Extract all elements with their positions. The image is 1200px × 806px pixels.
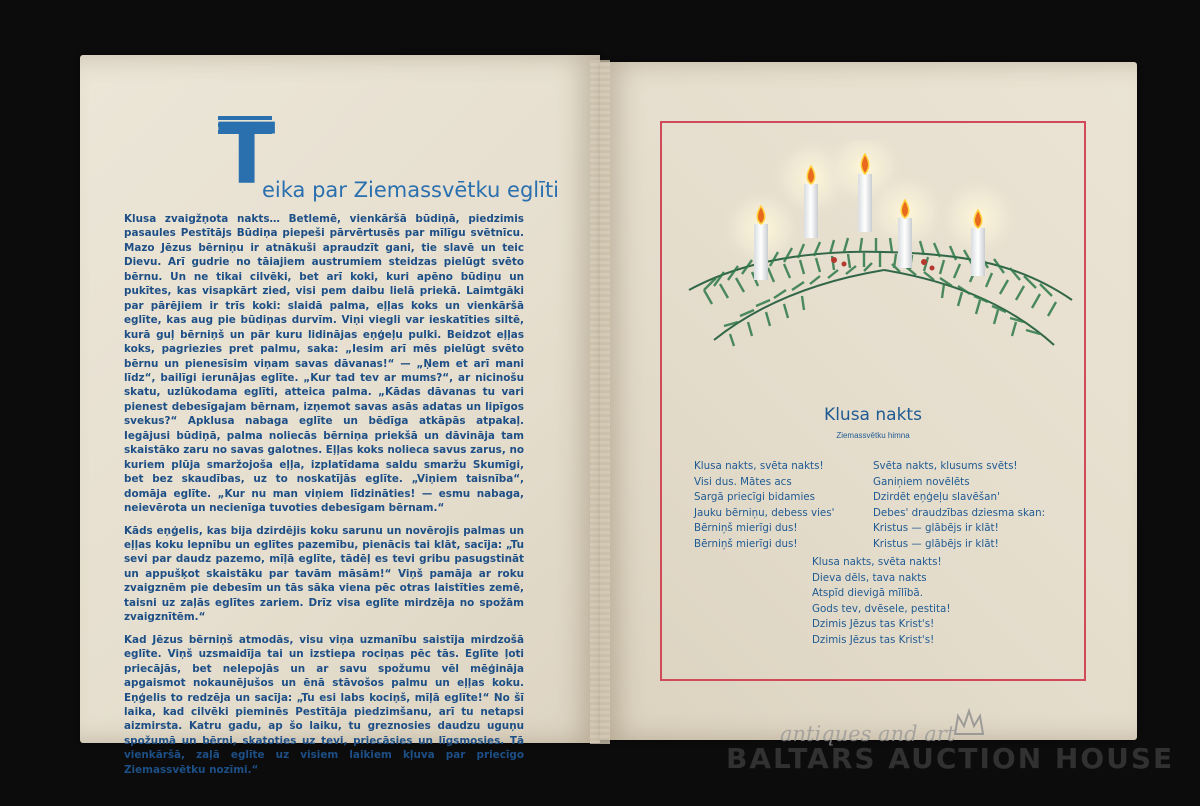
verse-line: Svēta nakts, klusums svēts! — [873, 460, 1018, 472]
verse-line: Bērniņš mierīgi dus! — [694, 522, 798, 534]
verse-line: Jauku bērniņu, debess vies' — [694, 506, 835, 519]
verse-line: Kristus — glābējs ir klāt! — [873, 522, 999, 534]
book-spine — [590, 60, 610, 744]
story-paragraph-1: Klusa zvaigžņota nakts… Betlemē, vienkāršā būdiņā, piedzimis pasaules Pestītājs Būdiņa piepeši pārvērtusēs par mīlīgu svētnīcu. Mazo Jēzus bērniņu ir atnākuši apraudzīt gani, tie slavē un teic Dievu. Arī gudrie no tāiajiem austrumiem steidzas pielūgt svēto bērnu. Un ne tikai cilvēki, bet arī koki, kuri apēno būdiņu un pukītes, kas visapkārt zied, visi pem daibu lielā priekā. Laimtgāki par pārējiem ir trīs koki: slaidā palma, eļļas koks un vienkāršā eglīte, kas aug pie būdiņas durvīm. Viņi viegli var ieskatīties siltē, kurā guļ bērniņš un pār kuru lidinājas eņģeļu pulki. Beidzot eļļas koks, pagriezies pret palmu, saka: „Iesim arī mēs pielūgt svēto bērnu un pienesīsim viņam savas dāvanas!“ — „Ņem et arī mani līdz“, bailīgi ierunājas eglīte. „Kur tad tev ar mums?“, ar nicinošu skatu, uzlūkodama eglīti, atteica palma. „Kādas dāvanas tu vari pienest debesīgajam bērnam, izņemot savas asās adatas un lipīgos svekus?“ Apklusa nabaga eglīte un bēdīga atkāpās atpakaļ. Iegājusi būdiņā, palma noliecās bērniņa priekšā un dāvināja tam skaistāko zaru no savas galotnes. Eļļas koks noliecа savus zarus, no kuriem plūja smaržojoša eļļa, izplatīdama saldu smaržu Skumīgi, bet bez skaudības, uz to noskatījās eglīte. „Viņiem taisnība“, domāja eglīte. „Kur nu man viņiem līdzināties! — esmu nabaga, neievērota un necienīga tuvoties debesīgam bērnam.“ — [124, 213, 524, 515]
candles-on-fir-branch-illustration — [684, 140, 1076, 360]
verse-line: Ganiņiem novēlēts — [873, 475, 970, 488]
crown-icon — [952, 708, 986, 738]
verse-line: Dzimis Jēzus tas Krist's! — [812, 618, 935, 630]
story-heading — [218, 105, 560, 212]
story-paragraph-2: Kāds eņģelis, kas bija dzirdējis koku sarunu un novērojis palmas un eļļas koku lepnību un eglītes pazemību, pienācis tai klāt, sacīja: „Tu sevi par daudz pazemo, mīļā eglīte, tādēļ es tevi gribu pasugstināt un appušķot skaistāku par tavām māsām!“ Viņš pamāja ar roku zvaigznēm pie debesīm un tās sāka viena pēc otras laistīties zemē, taisni uz zaļās eglītes zariem. Drīz visa eglīte mirdzēja no spožām zvaigznītēm.“ — [124, 524, 524, 624]
verse-line: Gods tev, dvēsele, pestita! — [812, 602, 951, 615]
song-verse-3 — [812, 555, 950, 648]
verse-line: Atspīd dievigā mīlībā. — [812, 587, 924, 599]
drop-cap-letter: T — [218, 105, 276, 203]
watermark-house-name: BALTARS AUCTION HOUSE — [726, 742, 1175, 775]
verse-line: Kristus — glābējs ir klāt! — [873, 537, 999, 550]
verse-line: Dieva dēls, tava nakts — [812, 571, 927, 584]
song-subtitle: Ziemassvētku himna — [836, 431, 910, 440]
verse-line: Bērniņš mierīgi dus! — [694, 537, 798, 550]
verse-line: Dzirdēt eņģeļu slavēšan' — [873, 491, 1000, 503]
song-verse-2 — [873, 459, 1045, 552]
watermark-tagline: antiques and art — [780, 722, 956, 746]
verse-line: Debes' draudzības dziesma skan: — [873, 506, 1046, 519]
verse-line: Sargā priecīgi bidamies — [694, 491, 816, 503]
verse-line: Klusa nakts, svēta nakts! — [694, 460, 824, 472]
verse-line: Dzimis Jēzus tas Krist's! — [812, 633, 935, 646]
story-text — [124, 212, 524, 785]
verse-line: Visi dus. Mātes acs — [694, 475, 792, 488]
story-paragraph-3: Kad Jēzus bērniņš atmodās, visu viņa uzmanību saistīja mirdzošā eglīte. Viņš uzsmaidīja tai un izstiepa rociņas pēc tās. Eglīte ļoti priecājās, bet nelepojās un ar savu spožumu vēl mēģināja apgaismot nokaunējušos un ēnā stāvošos palmu un eļļas koku. Eņģelis to redzēja un sacīja: „Tu esi labs kociņš, mīļā eglīte!“ No šī laika, kad cilvēki pieminēs Pestītāja piedzimšanu, arī tu netapsi aizmirsta. Katru gadu, ap šo laiku, tu greznosies daudzu uguņu spožumā un bērni, skatoties uz tevi, priecāsies un līgsmosies. Tā vienkāršā, zaļā eglīte uz visiem laikiem kļuva par priecīgo Ziemassvētku nozīmi.“ — [124, 633, 524, 776]
story-title: eika par Ziemassvētku eglīti — [262, 178, 560, 202]
song-title: Klusa nakts — [824, 405, 922, 425]
verse-line: Klusa nakts, svēta nakts! — [812, 556, 942, 568]
song-verse-1 — [694, 459, 834, 552]
